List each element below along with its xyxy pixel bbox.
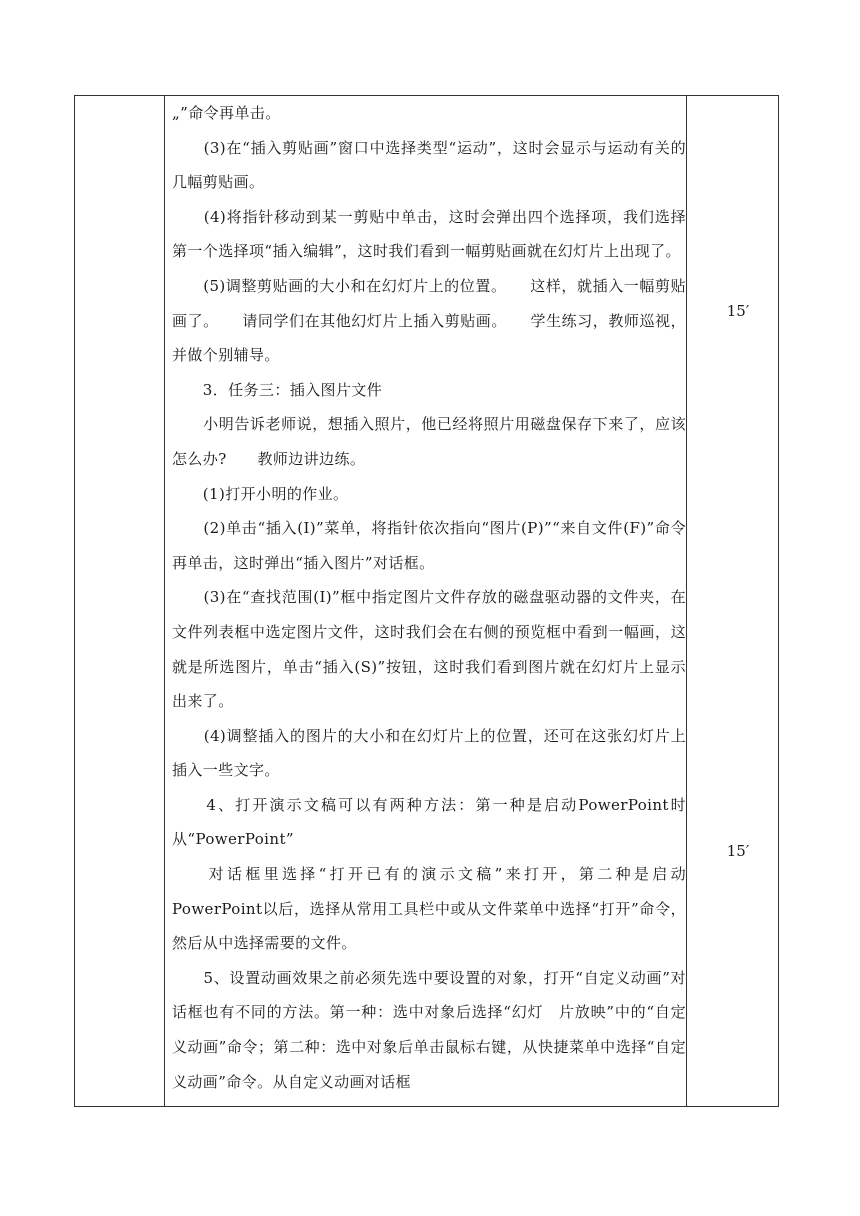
paragraph: (2)单击“插入(I)”菜单，将指针依次指向“图片(P)”“来自文件(F)”命令再单击，这时弹出“插入图片”对话框。 [172,519,686,572]
paragraph: (4)将指针移动到某一剪贴中单击，这时会弹出四个选择项，我们选择第一个选择项“插入编辑”，这时我们看到一幅剪贴画就在幻灯片上出现了。 [172,207,686,261]
paragraph: (1)打开小明的作业。 [172,484,349,503]
paragraph: „”命令再单击。 [172,104,281,122]
lesson-table [74,95,779,1107]
paragraph: 5、设置动画效果之前必须先选中要设置的对象，打开“自定义动画”对话框也有不同的方法。第一种：选中对象后选择“幻灯 片放映”中的“自定义动画”命令；第二种：选中对象后单击鼠标右键，从快捷菜单中选择“自定义动画”命令。从自定义动画对话框 [172,968,686,1091]
time-allocation: 15′ [726,842,750,860]
paragraph: (3)在“查找范围(I)”框中指定图片文件存放的磁盘驱动器的文件夹，在文件列表框中选定图片文件，这时我们会在右侧的预览框中看到一幅画，这就是所选图片，单击“插入(S)”按钮，这时我们看到图片就在幻灯片上显示出来了。 [172,588,686,711]
paragraph: (4)调整插入的图片的大小和在幻灯片上的位置，还可在这张幻灯片上插入一些文字。 [172,726,686,780]
paragraph: 4、打开演示文稿可以有两种方法：第一种是启动PowerPoint时从“PowerPoint” [172,795,686,849]
column-divider-right [686,96,687,1106]
column-divider-left [164,96,165,1106]
lesson-content-cell [172,96,686,1099]
paragraph: (3)在“插入剪贴画”窗口中选择类型“运动”，这时会显示与运动有关的几幅剪贴画。 [172,138,686,192]
paragraph: (5)调整剪贴画的大小和在幻灯片上的位置。 这样，就插入一幅剪贴画了。 请同学们在其他幻灯片上插入剪贴画。 学生练习，教师巡视，并做个别辅导。 [172,276,686,365]
paragraph: 对话框里选择“打开已有的演示文稿”来打开，第二种是启动PowerPoint以后，选择从常用工具栏中或从文件菜单中选择“打开”命令，然后从中选择需要的文件。 [172,865,686,953]
paragraph: 小明告诉老师说，想插入照片，他已经将照片用磁盘保存下来了，应该怎么办? 教师边讲边练。 [172,415,686,468]
time-allocation: 15′ [726,302,750,320]
paragraph: 3．任务三：插入图片文件 [172,380,383,399]
